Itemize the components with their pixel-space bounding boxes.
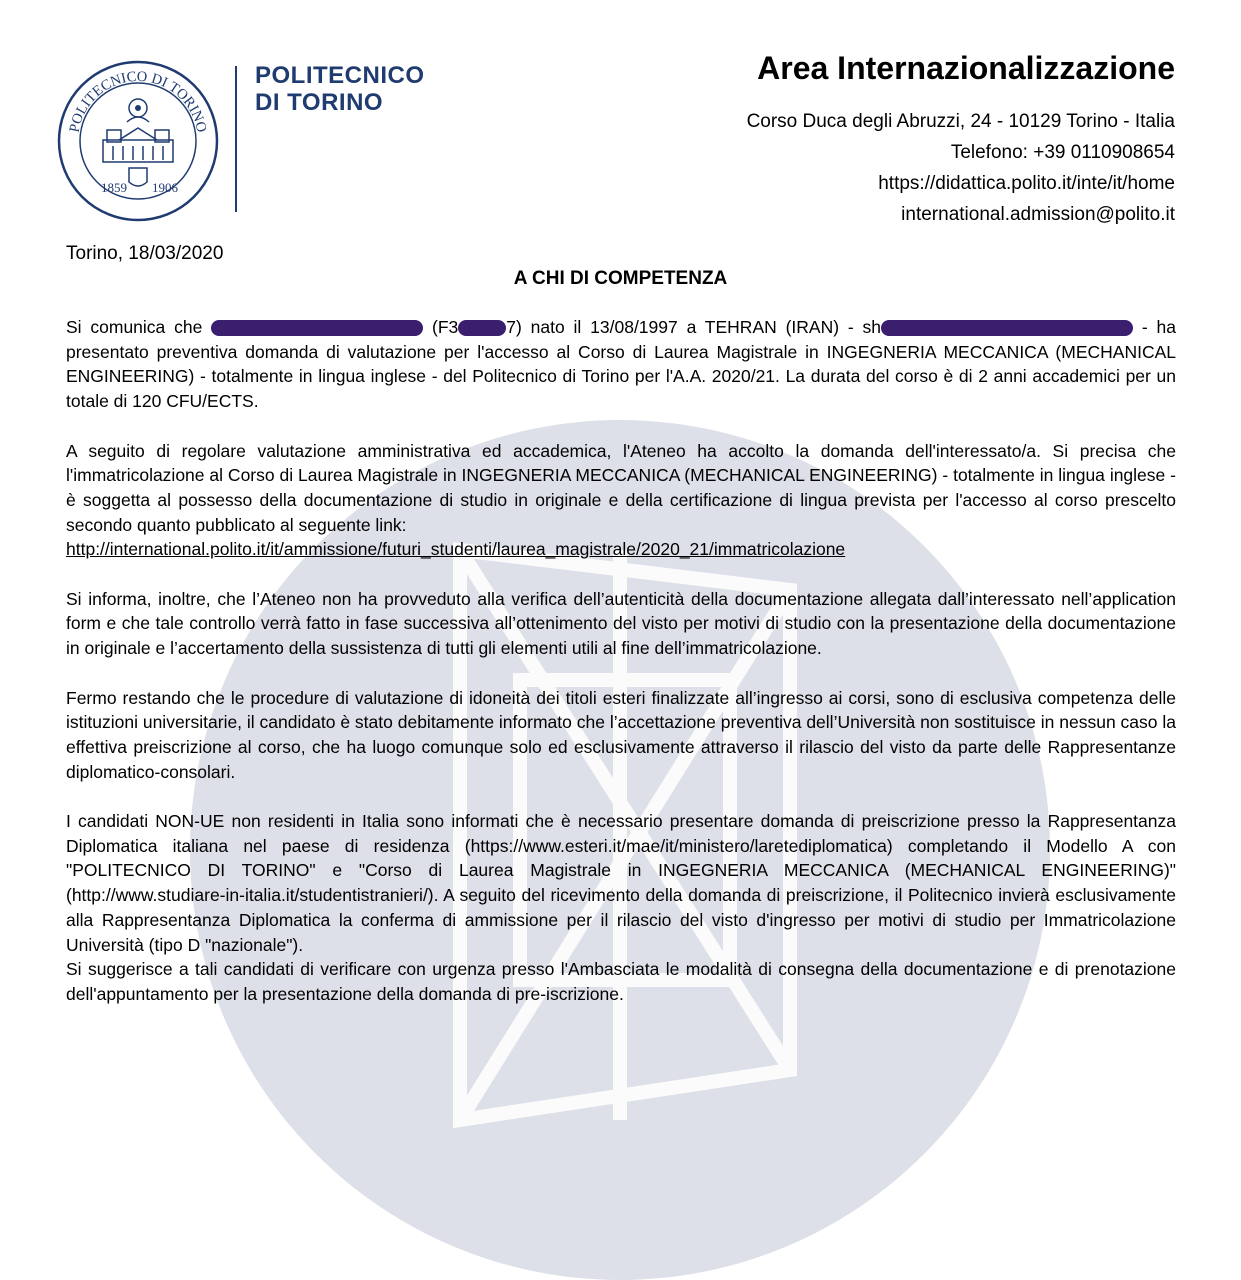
logo-line-2: DI TORINO <box>255 89 384 116</box>
university-logo-text <box>255 62 425 116</box>
paragraph-1 <box>66 315 1176 414</box>
p1-part-a: Si comunica che <box>66 317 212 337</box>
p2-text: A seguito di regolare valutazione amministrativa ed accademica, l'Ateneo ha accolto la domanda dell'interessato/a. Si precisa che l'immatricolazione al Corso di Laurea Magistrale in INGEGNERIA MECCANICA (MECHANICAL ENGINEERING) - totalmente in lingua inglese - è soggetta al possesso della documentazione di studio in originale e della certificazione di lingua prevista per l'accesso al corso prescelto secondo quanto pubblicato al seguente link: <box>66 440 1176 535</box>
paragraph-5: I candidati NON-UE non residenti in Italia sono informati che è necessario presentare domanda di preiscrizione presso la Rappresentanza Diplomatica italiana nel paese di residenza (https://www.esteri.it/mae/it/ministero/laretediplomatica) completando il Modello A con "POLITECNICO DI TORINO" e "Corso di Laurea Magistrale in INGEGNERIA MECCANICA (MECHANICAL ENGINEERING)" (http://www.studiare-in-italia.it/studentistranieri/). A seguito del ricevimento della domanda di preiscrizione, il Politecnico invierà esclusivamente alla Rappresentanza Diplomatica la conferma di ammissione per il rilascio del visto d'ingresso per motivi di studio per Immatricolazione Università (tipo D "nazionale"). <box>66 811 1176 955</box>
logo-line-1: POLITECNICO <box>255 62 425 89</box>
paragraph-2 <box>66 439 1176 563</box>
seal-year-right: 1906 <box>152 180 178 195</box>
letter-body <box>66 315 1176 1007</box>
redacted-email <box>881 320 1133 336</box>
p1-part-b: (F3 <box>423 317 459 337</box>
immatricolazione-link[interactable]: http://international.polito.it/it/ammissione/futuri_studenti/laurea_magistrale/2020_21/immatricolazione <box>66 539 846 560</box>
paragraph-3: Si informa, inoltre, che l’Ateneo non ha provveduto alla verifica dell’autenticità della documentazione allegata dall’interessato nell’application form e che tale controllo verrà fatto in fase successiva all’ottenimento del visto per motivi di studio con la presentazione della documentazione in originale e l’accertamento della sussistenza di tutti gli elementi utili al fine dell’immatricolazione. <box>66 588 1176 659</box>
seal-text: POLITECNICO DI TORINO <box>66 68 210 134</box>
p1-part-c: 7) nato il 13/08/1997 a TEHRAN (IRAN) - sh <box>506 317 882 337</box>
logo-divider <box>235 66 237 212</box>
letter-heading: A CHI DI COMPETENZA <box>513 268 728 289</box>
paragraph-6: Si suggerisce a tali candidati di verificare con urgenza presso l'Ambasciata le modalità di consegna della documentazione e di prenotazione dell'appuntamento per la presentazione della domanda di pre-iscrizione. <box>66 959 1176 1004</box>
paragraph-4: Fermo restando che le procedure di valutazione di idoneità dei titoli esteri finalizzate all’ingresso ai corsi, sono di esclusiva competenza delle istituzioni universitarie, il candidato è stato debitamente informato che l’accettazione preventiva dell’Università non sostituisce in nessun caso la effettiva preiscrizione al corso, che ha luogo comunque solo ed esclusivamente attraverso il rilascio del visto da parte delle Rappresentanze diplomatico-consolari. <box>66 687 1176 782</box>
website-link[interactable]: https://didattica.polito.it/inte/it/home <box>878 173 1175 194</box>
address-text: Corso Duca degli Abruzzi, 24 - 10129 Torino - Italia <box>746 111 1175 132</box>
p1-part-d: - ha presentato preventiva domanda di valutazione per l'accesso al Corso di Laurea Magistrale in INGEGNERIA MECCANICA (MECHANICAL ENGINEERING) - totalmente in lingua inglese - del Politecnico di Torino per l'A.A. 2020/21. La durata del corso è di 2 anni accademici per un totale di 120 CFU/ECTS. <box>66 317 1176 412</box>
redacted-name <box>211 320 423 336</box>
contact-block <box>747 106 1175 230</box>
university-seal-icon <box>57 60 219 222</box>
letter-date: Torino, 18/03/2020 <box>66 243 224 264</box>
seal-year-left: 1859 <box>101 180 127 195</box>
phone-text: Telefono: +39 0110908654 <box>950 142 1175 163</box>
redacted-id <box>458 320 506 336</box>
email-link[interactable]: international.admission@polito.it <box>901 204 1175 225</box>
area-title: Area Internazionalizzazione <box>757 50 1175 86</box>
